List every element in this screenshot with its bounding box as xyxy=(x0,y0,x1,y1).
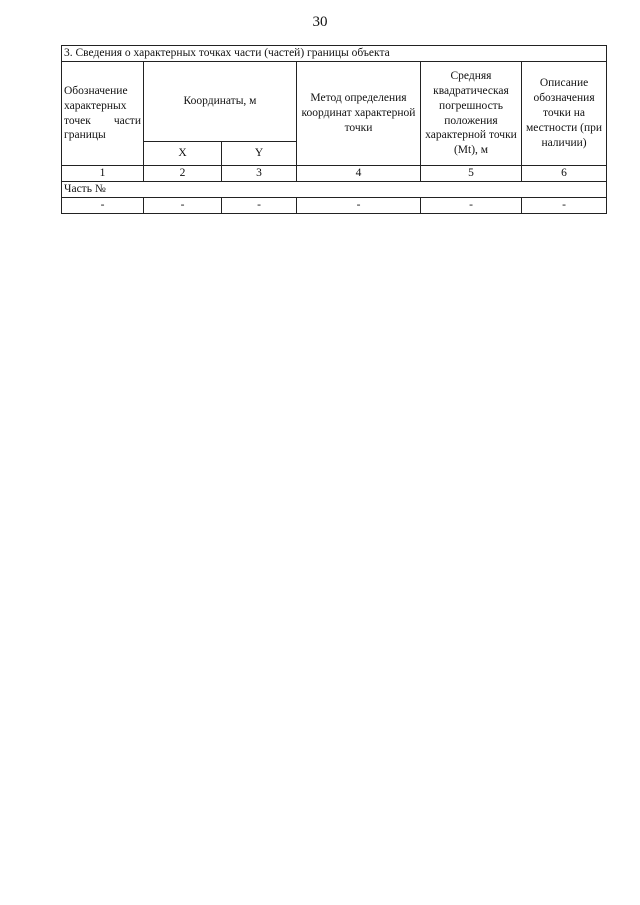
column-number: 1 xyxy=(62,166,144,182)
table-cell: - xyxy=(522,197,607,213)
page-number: 30 xyxy=(312,14,328,30)
header-method: Метод определения координат характерной точки xyxy=(297,62,421,166)
table-cell: - xyxy=(62,197,144,213)
column-number: 4 xyxy=(297,166,421,182)
section-title: 3. Сведения о характерных точках части (частей) границы объекта xyxy=(62,46,607,62)
column-number: 5 xyxy=(421,166,522,182)
table-cell: - xyxy=(144,197,222,213)
table-cell: - xyxy=(421,197,522,213)
header-coordinates: Координаты, м xyxy=(144,62,297,142)
header-error: Средняя квадратическая погрешность положения характерной точки (Mt), м xyxy=(421,62,522,166)
column-number: 6 xyxy=(522,166,607,182)
header-x: X xyxy=(144,142,222,166)
column-number: 3 xyxy=(222,166,297,182)
table-row xyxy=(62,197,607,213)
table-cell: - xyxy=(297,197,421,213)
boundary-points-table xyxy=(61,45,607,214)
part-label: Часть № xyxy=(62,181,607,197)
header-description: Описание обозначения точки на местности (при наличии) xyxy=(522,62,607,166)
column-number-row xyxy=(62,166,607,182)
part-row xyxy=(62,181,607,197)
header-point-designation: Обозначение характерных точек части границы xyxy=(62,62,144,166)
table-cell: - xyxy=(222,197,297,213)
header-y: Y xyxy=(222,142,297,166)
column-number: 2 xyxy=(144,166,222,182)
